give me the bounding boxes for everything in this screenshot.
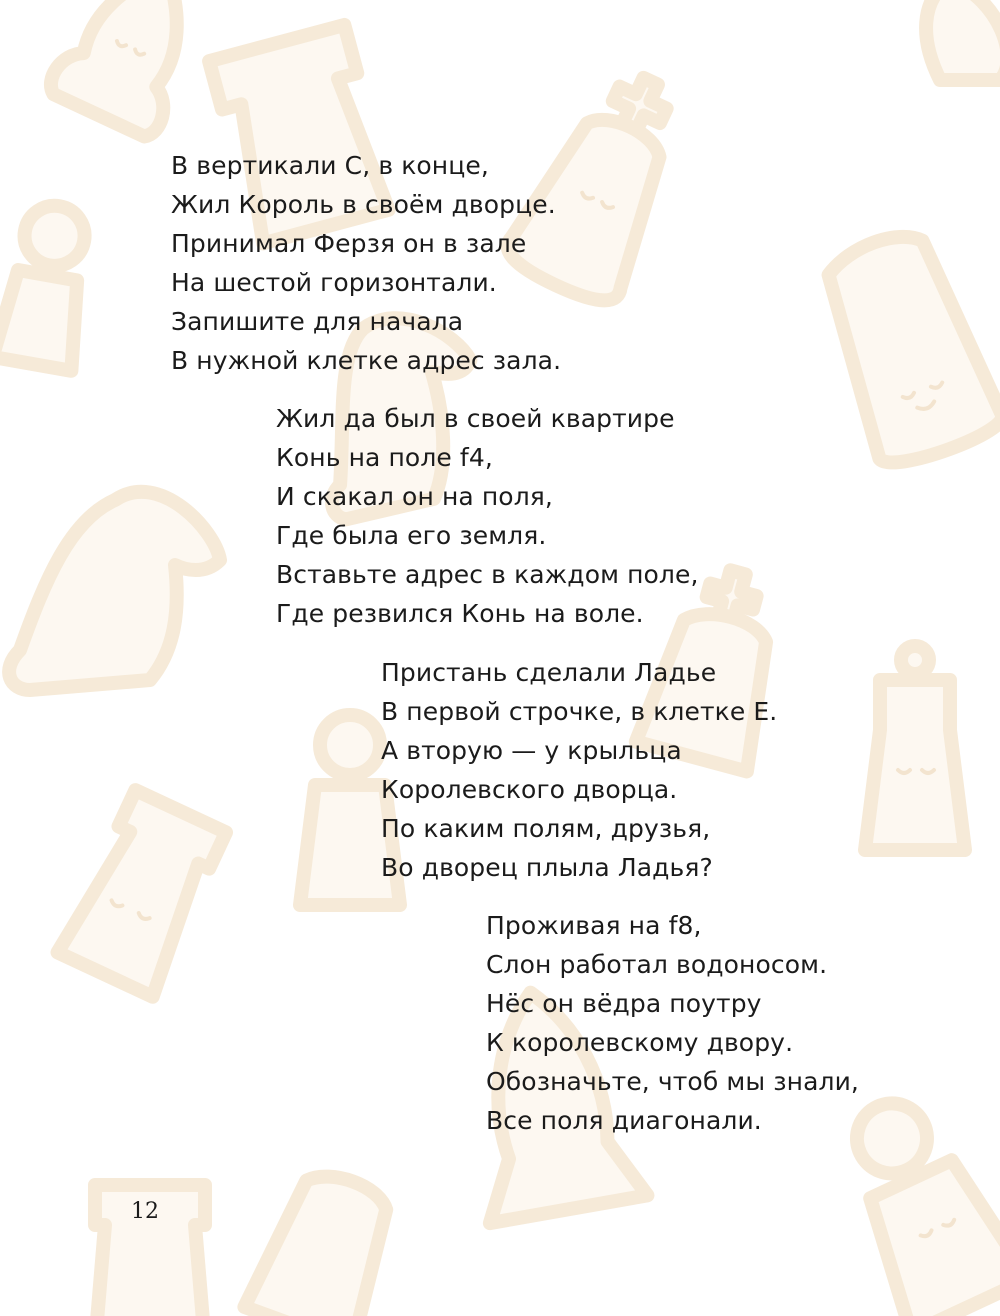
poem-line: И скакал он на поля, (276, 482, 553, 511)
poem-line: Все поля диагонали. (486, 1106, 762, 1135)
poem-line: Где резвился Конь на воле. (276, 599, 644, 628)
knight-icon (9, 492, 220, 690)
rook-icon (58, 789, 229, 997)
poem-line: К королевскому двору. (486, 1028, 794, 1057)
poem-line: Вставьте адрес в каждом поле, (276, 560, 699, 589)
poem-line: Обозначьте, чтоб мы знали, (486, 1067, 859, 1096)
poem-line: В нужной клетке адрес зала. (171, 346, 562, 375)
poem-line: Слон работал водоносом. (486, 950, 828, 979)
poem-line: В вертикали С, в конце, (171, 151, 489, 180)
page-number: 12 (131, 1199, 159, 1224)
poem-line: Принимал Ферзя он в зале (171, 229, 527, 258)
stanza-3 (381, 653, 777, 887)
poem-line: В первой строчке, в клетке Е. (381, 697, 778, 726)
stanza-1 (171, 146, 561, 380)
poem-line: Запишите для начала (171, 307, 464, 336)
pawn-icon (0, 199, 99, 370)
rook-icon (865, 646, 965, 850)
poem-line: Королевского дворца. (381, 775, 678, 804)
poem-line: На шестой горизонтали. (171, 268, 497, 297)
king-icon (244, 1161, 405, 1316)
poem-line: По каким полям, друзья, (381, 814, 711, 843)
stanza-4 (486, 906, 859, 1140)
poem-line: Жил Король в своём дворце. (171, 190, 556, 219)
pawn-icon (926, 0, 1000, 80)
poem-line: А вторую — у крыльца (381, 736, 682, 765)
queen-icon (809, 221, 1000, 472)
poem-line: Конь на поле f4, (276, 443, 493, 472)
poem-line: Во дворец плыла Ладья? (381, 853, 713, 882)
poem-line: Где была его земля. (276, 521, 547, 550)
poem-line: Проживая на f8, (486, 911, 702, 940)
bishop-icon (46, 0, 220, 140)
stanza-2 (276, 399, 699, 633)
poem-line: Пристань сделали Ладье (381, 658, 717, 687)
poem-line: Нёс он вёдра поутру (486, 989, 762, 1018)
poem-line: Жил да был в своей квартире (276, 404, 675, 433)
